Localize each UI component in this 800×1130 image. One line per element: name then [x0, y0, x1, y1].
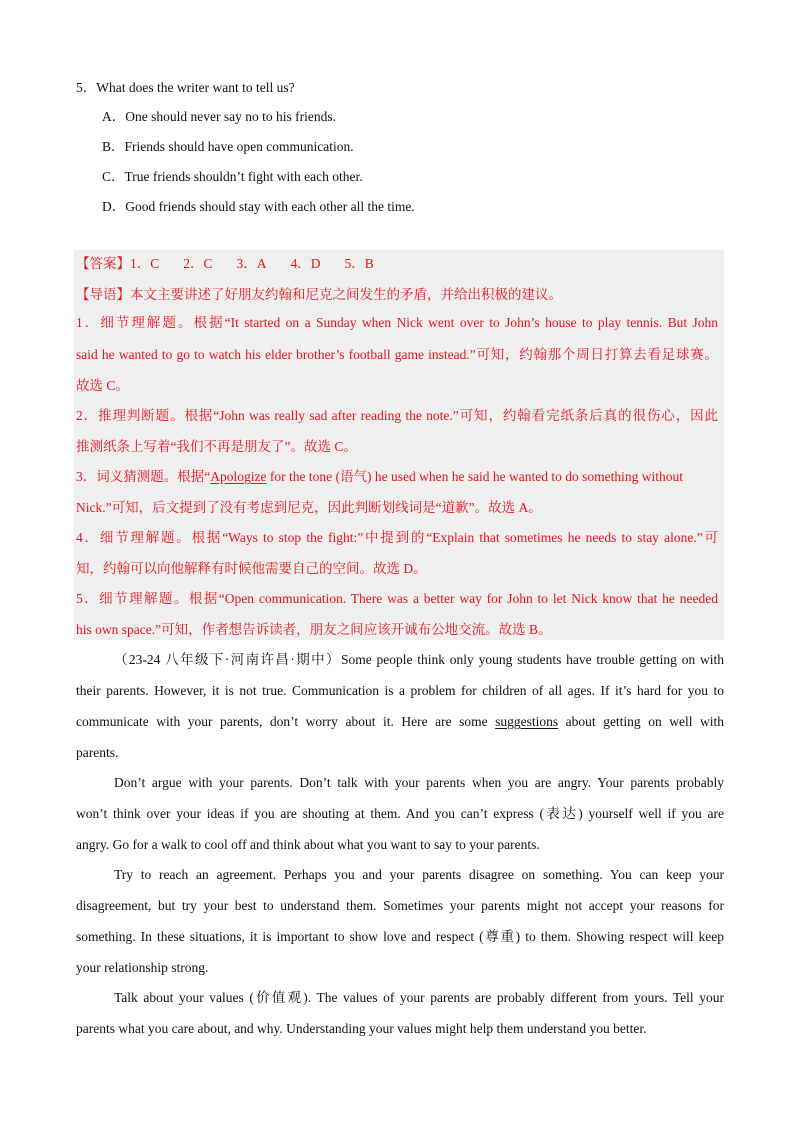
passage-line: Talk about your values (价值观). The values of your parents are probably different from yours. Tell your — [114, 990, 724, 1005]
line-prefix: 3．词义猜测题。根据“ — [76, 469, 211, 484]
passage-line: parents what you care about, and why. Understanding your values might help them understand you better. — [76, 1021, 647, 1036]
answer-key-4: 4．D — [290, 256, 321, 271]
answer-label: 【答案】 — [76, 256, 130, 271]
explanation-line: 2．推理判断题。根据“John was really sad after reading the note.”可知，约翰看完纸条后真的很伤心，因此 — [76, 408, 718, 423]
line-suffix: about getting on well with — [558, 714, 724, 729]
explanation-line: 知，约翰可以向他解释有时候他需要自己的空间。故选 D。 — [76, 561, 427, 576]
passage-line: something. In these situations, it is important to show love and respect (尊重) to them. Showing respect will keep — [76, 929, 724, 944]
line-prefix: communicate with your parents, don’t worry about it. Here are some — [76, 714, 496, 729]
passage-line: your relationship strong. — [76, 960, 209, 975]
option-c: C．True friends shouldn’t fight with each other. — [102, 169, 363, 184]
line-suffix: for the tone (语气) he used when he said he wanted to do something without — [266, 469, 684, 484]
explanation-line: 4．细节理解题。根据“Ways to stop the fight:”中提到的“Explain that sometimes he needs to stay alone.”可 — [76, 530, 718, 545]
explanation-line: 推测纸条上写着“我们不再是朋友了”。故选 C。 — [76, 439, 357, 454]
explanation-line: his own space.”可知，作者想告诉读者，朋友之间应该开诚布公地交流。故选 B。 — [76, 622, 552, 637]
passage-line: disagreement, but try your best to understand them. Sometimes your parents might not accept your reasons for — [76, 898, 724, 913]
passage-line: angry. Go for a walk to cool off and think about what you want to say to your parents. — [76, 837, 540, 852]
passage-line: won’t think over your ideas if you are shouting at them. And you can’t express (表达) yourself well if you are — [76, 806, 724, 821]
underlined-word: Apologize — [210, 469, 267, 484]
underlined-word: suggestions — [495, 714, 559, 729]
option-a: A．One should never say no to his friends. — [102, 109, 336, 124]
option-d: D．Good friends should stay with each other all the time. — [102, 199, 415, 214]
option-b: B．Friends should have open communication. — [102, 139, 354, 154]
passage-line-underlined-word — [76, 712, 724, 732]
explanation-line-underlined-word — [76, 467, 683, 487]
question-stem: 5．What does the writer want to tell us? — [76, 80, 295, 95]
passage-line: parents. — [76, 745, 119, 760]
passage-line: their parents. However, it is not true. Communication is a problem for children of all ages. If it’s hard for you to — [76, 683, 724, 698]
passage-line: （23-24 八年级下·河南许昌·期中）Some people think only young students have trouble getting on with — [114, 652, 724, 667]
answer-key-3: 3．A — [236, 256, 267, 271]
passage-line: Don’t argue with your parents. Don’t talk with your parents when you are angry. Your parents probably — [114, 775, 724, 790]
answer-keys-line — [76, 254, 374, 274]
explanation-line: 5．细节理解题。根据“Open communication. There was a better way for John to let Nick know that he needed — [76, 591, 718, 606]
answer-key-5: 5．B — [344, 256, 374, 271]
explanation-line: Nick.”可知，后文提到了没有考虑到尼克，因此判断划线词是“道歉”。故选 A。 — [76, 500, 542, 515]
explanation-line: 故选 C。 — [76, 378, 129, 393]
guide-line: 【导语】本文主要讲述了好朋友约翰和尼克之间发生的矛盾，并给出积极的建议。 — [76, 287, 562, 302]
passage-line: Try to reach an agreement. Perhaps you and your parents disagree on something. You can keep your — [114, 867, 724, 882]
answer-key-1: 1．C — [130, 256, 160, 271]
answer-key-2: 2．C — [183, 256, 213, 271]
explanation-line: 1．细节理解题。根据“It started on a Sunday when Nick went over to John’s house to play tennis. But John — [76, 315, 718, 330]
explanation-line: said he wanted to go to watch his elder brother’s football game instead.”可知，约翰那个周日打算去看足球赛。 — [76, 347, 718, 362]
